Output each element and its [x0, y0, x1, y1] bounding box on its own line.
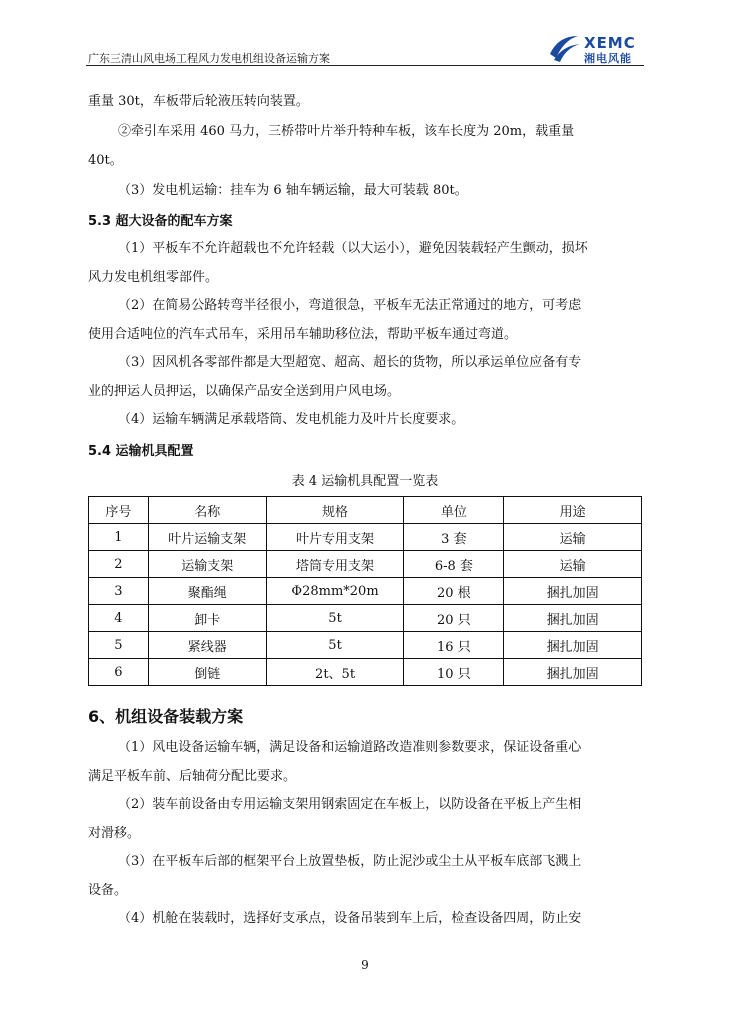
- table-cell: 捆扎加固: [504, 659, 642, 686]
- table-cell: 紧线器: [148, 632, 266, 659]
- table-cell: 20 根: [404, 578, 504, 605]
- logo: [548, 32, 648, 64]
- paragraph-line: 设备。: [88, 883, 128, 898]
- section-heading-5-4: 5.4 运输机具配置: [88, 444, 194, 459]
- paragraph-line: 业的押运人员押运，以确保产品安全送到用户风电场。: [88, 384, 401, 399]
- paragraph-line: （1）平板车不允许超载也不允许轻载（以大运小），避免因装载轻产生颤动，损坏: [118, 241, 588, 256]
- table-cell: 16 只: [404, 632, 504, 659]
- paragraph-line: 40t。: [88, 153, 123, 168]
- table-cell: 运输: [504, 524, 642, 551]
- table-cell: Φ28mm*20m: [266, 578, 404, 605]
- table-row: [89, 659, 642, 686]
- table-cell: 倒链: [148, 659, 266, 686]
- table-row: [89, 605, 642, 632]
- paragraph-line: （3）因风机各零部件都是大型超宽、超高、超长的货物，所以承运单位应备有专: [118, 355, 582, 370]
- equipment-table: [88, 496, 642, 686]
- table-cell: 卸卡: [148, 605, 266, 632]
- paragraph-line: （3）发电机运输：挂车为 6 轴车辆运输，最大可装载 80t。: [118, 183, 468, 198]
- table-cell: 3: [89, 578, 149, 605]
- table-cell: 运输支架: [148, 551, 266, 578]
- paragraph-line: （2）装车前设备由专用运输支架用钢索固定在车板上，以防设备在平板上产生相: [118, 797, 582, 812]
- paragraph-line: 满足平板车前、后轴荷分配比要求。: [88, 769, 297, 784]
- table-cell: 捆扎加固: [504, 605, 642, 632]
- table-caption: 表 4 运输机具配置一览表: [291, 474, 439, 489]
- table-cell: 6: [89, 659, 149, 686]
- table-row: [89, 524, 642, 551]
- paragraph-line: 使用合适吨位的汽车式吊车，采用吊车辅助移位法，帮助平板车通过弯道。: [88, 327, 518, 342]
- table-row: [89, 632, 642, 659]
- column-header: 序号: [89, 497, 149, 524]
- table-cell: 6-8 套: [404, 551, 504, 578]
- header-rule: [86, 65, 644, 66]
- table-cell: 2t、5t: [266, 659, 404, 686]
- table-row: [89, 551, 642, 578]
- page-number: 9: [361, 958, 369, 972]
- table-cell: 5t: [266, 632, 404, 659]
- table-cell: 叶片专用支架: [266, 524, 404, 551]
- paragraph-line: 风力发电机组零部件。: [88, 270, 219, 285]
- paragraph-line: 对滑移。: [88, 826, 141, 841]
- paragraph-line: （2）在简易公路转弯半径很小，弯道很急，平板车无法正常通过的地方，可考虑: [118, 298, 582, 313]
- table-cell: 捆扎加固: [504, 632, 642, 659]
- table-cell: 2: [89, 551, 149, 578]
- table-cell: 10 只: [404, 659, 504, 686]
- paragraph-line: （4）机舱在装载时，选择好支承点，设备吊装到车上后，检查设备四周，防止安: [118, 911, 582, 926]
- table-cell: 20 只: [404, 605, 504, 632]
- paragraph-line: （1）风电设备运输车辆，满足设备和运输道路改造准则参数要求，保证设备重心: [118, 740, 582, 755]
- table-cell: 4: [89, 605, 149, 632]
- table-header-row: [89, 497, 642, 524]
- paragraph-line: （4）运输车辆满足承载塔筒、发电机能力及叶片长度要求。: [118, 412, 465, 427]
- table-cell: 聚酯绳: [148, 578, 266, 605]
- header-title: 广东三清山风电场工程风力发电机组设备运输方案: [88, 52, 330, 65]
- column-header: 单位: [404, 497, 504, 524]
- table-row: [89, 578, 642, 605]
- table-cell: 1: [89, 524, 149, 551]
- table-cell: 塔筒专用支架: [266, 551, 404, 578]
- table-cell: 5: [89, 632, 149, 659]
- column-header: 用途: [504, 497, 642, 524]
- logo-swoosh-icon: [548, 32, 582, 64]
- column-header: 名称: [148, 497, 266, 524]
- paragraph-line: 重量 30t，车板带后轮液压转向装置。: [88, 94, 309, 109]
- section-heading-5-3: 5.3 超大设备的配车方案: [88, 214, 233, 229]
- paragraph-line: （3）在平板车后部的框架平台上放置垫板，防止泥沙或尘土从平板车底部飞溅上: [118, 854, 582, 869]
- table-cell: 3 套: [404, 524, 504, 551]
- logo-text: XEMC: [584, 34, 636, 52]
- table-cell: 叶片运输支架: [148, 524, 266, 551]
- section-heading-6: 6、机组设备装载方案: [88, 707, 244, 726]
- table-cell: 捆扎加固: [504, 578, 642, 605]
- table-cell: 5t: [266, 605, 404, 632]
- table-cell: 运输: [504, 551, 642, 578]
- logo-subtext: 湘电风能: [584, 52, 632, 65]
- column-header: 规格: [266, 497, 404, 524]
- paragraph-line: ②牵引车采用 460 马力，三桥带叶片举升特种车板，该车长度为 20m，载重量: [118, 124, 575, 139]
